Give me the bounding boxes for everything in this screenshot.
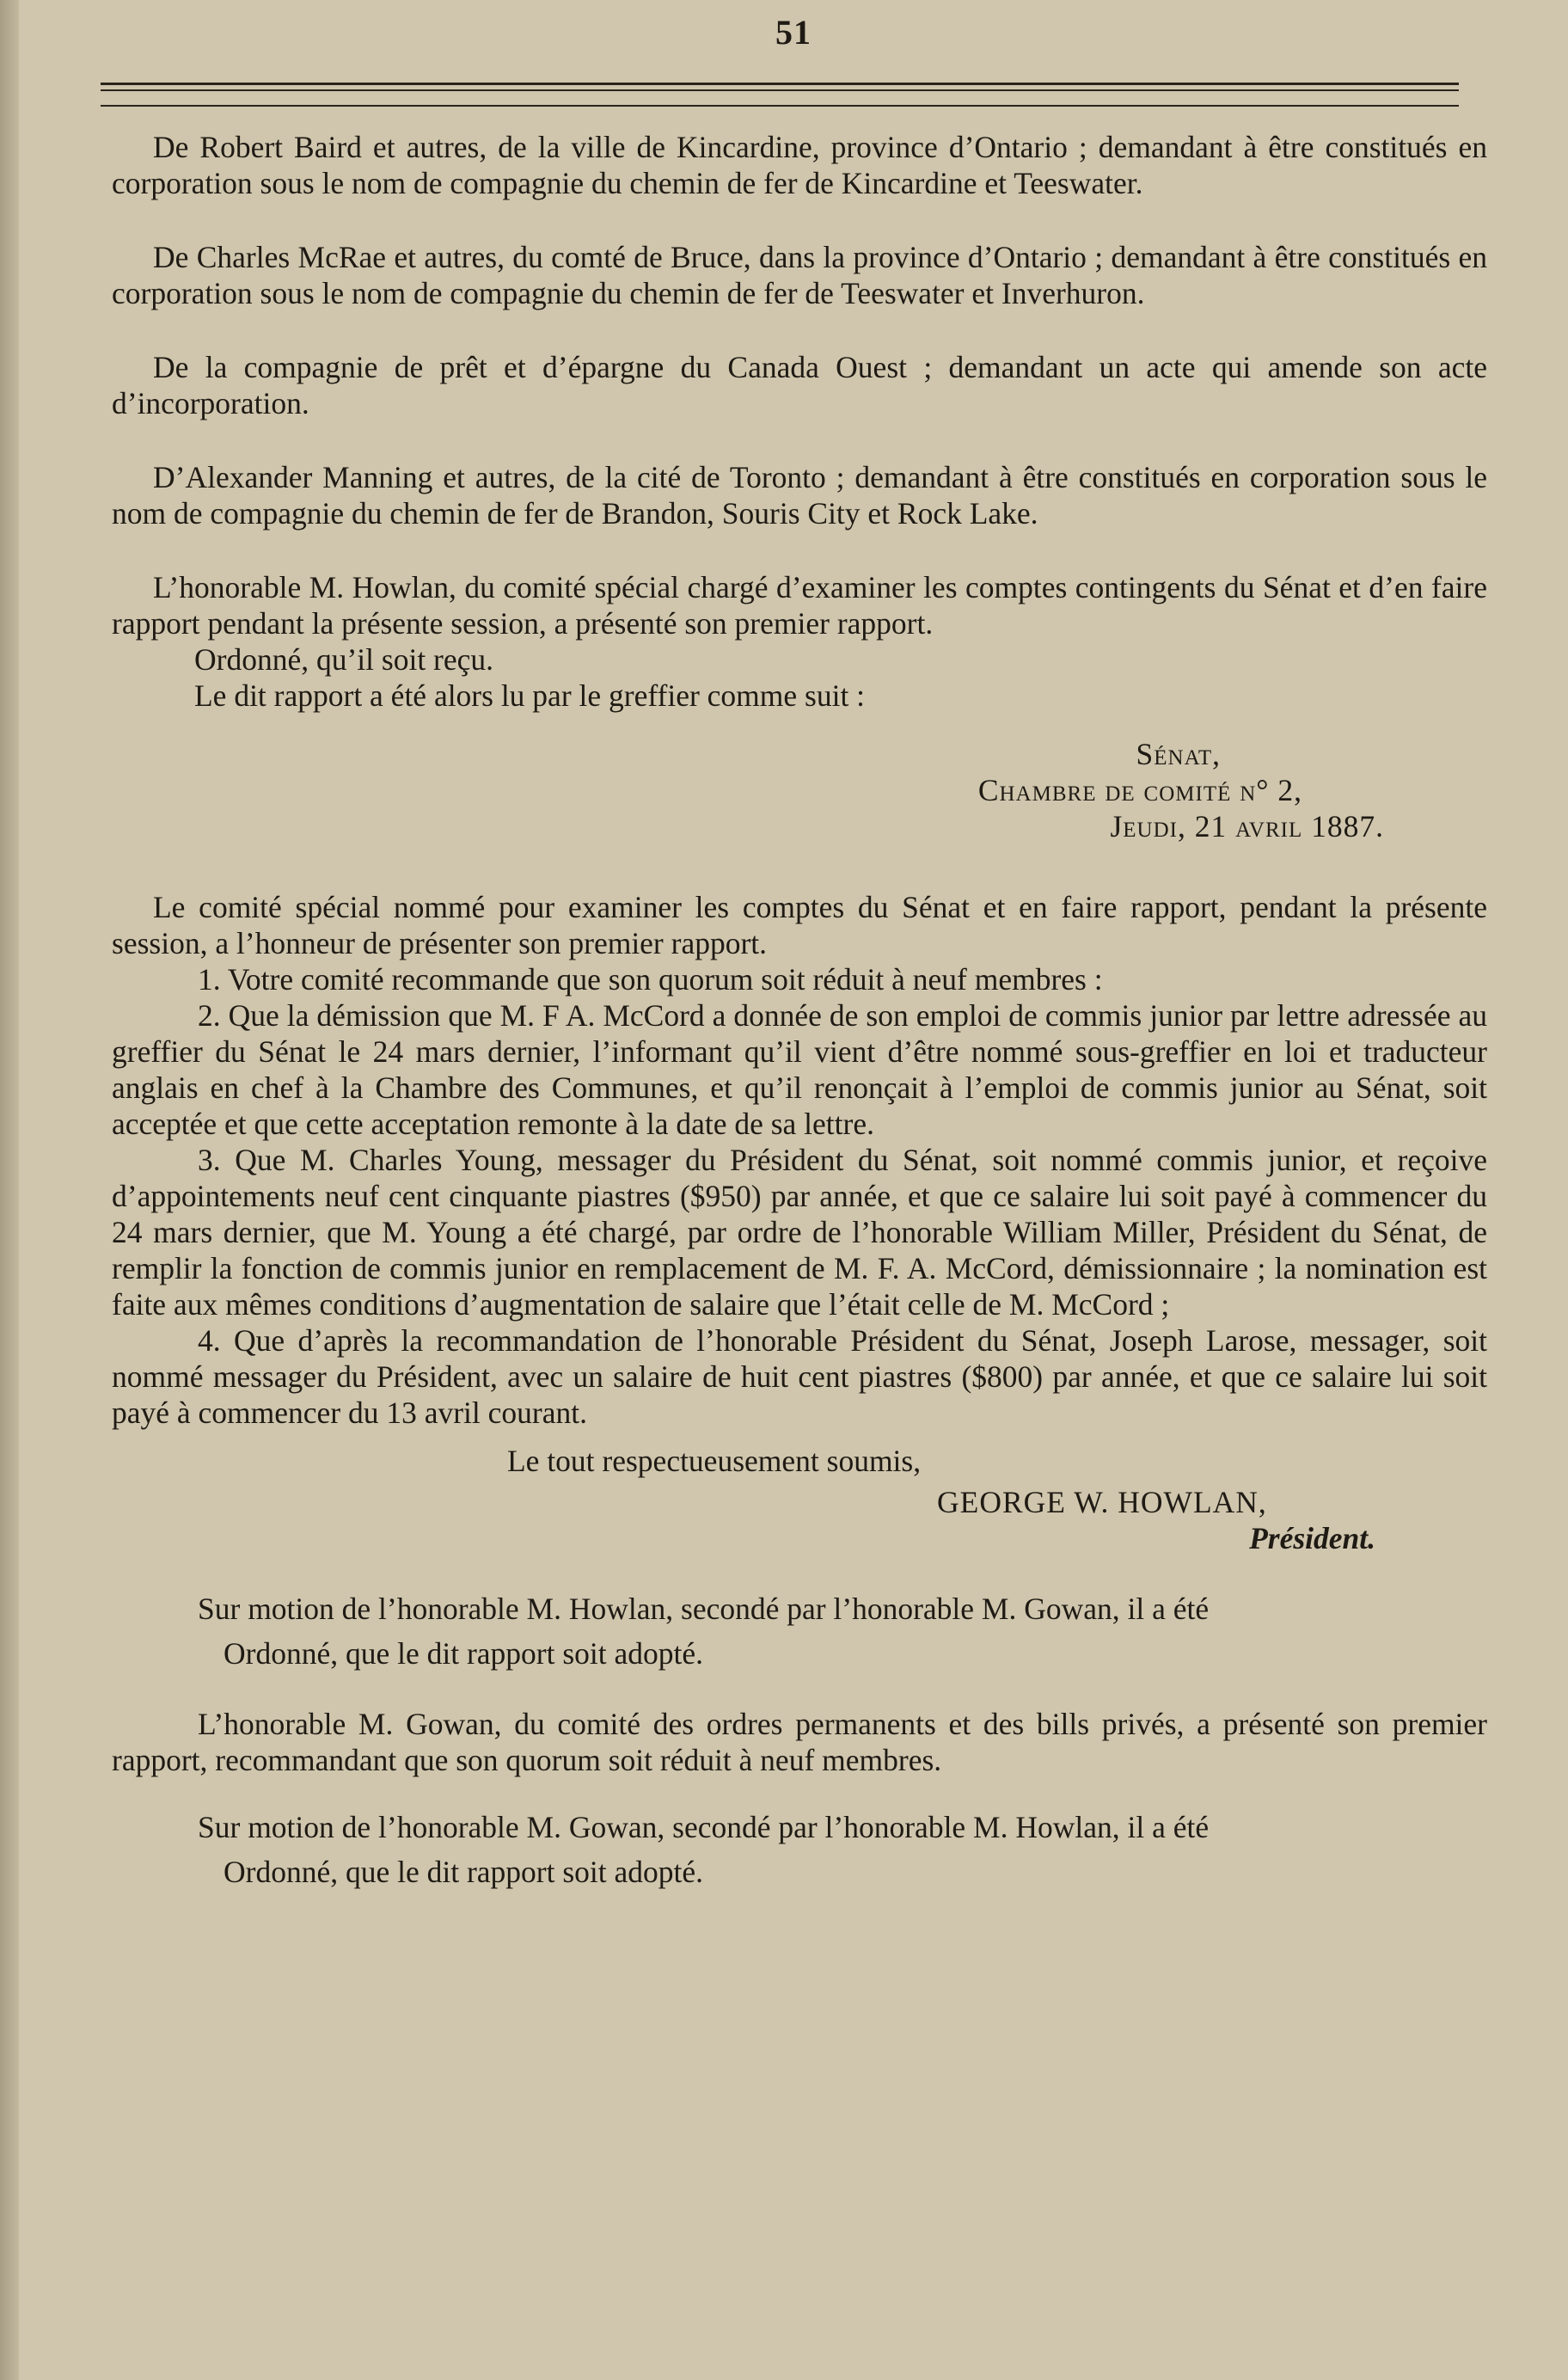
report-header-date: Jeudi, 21 avril 1887. bbox=[1110, 809, 1384, 843]
report-signature: GEORGE W. HOWLAN, bbox=[937, 1485, 1267, 1519]
header-rule bbox=[101, 83, 1459, 85]
report-signature-title: Président. bbox=[1249, 1521, 1375, 1555]
petition-paragraph: D’Alexander Manning et autres, de la cité de Toronto ; demandant à être constitués en corporation sous le nom de compagnie du chemin de fer de Brandon, Souris City et Rock Lake. bbox=[112, 460, 1487, 531]
motion-paragraph: Sur motion de l’honorable M. Howlan, secondé par l’honorable M. Gowan, il a été bbox=[198, 1592, 1210, 1626]
report-intro: Le comité spécial nommé pour examiner les comptes du Sénat et en faire rapport, pendant la présente session, a l’honneur de présenter son premier rapport. bbox=[112, 890, 1487, 960]
report-item: 1. Votre comité recommande que son quorum soit réduit à neuf membres : bbox=[198, 962, 1103, 997]
report-closing: Le tout respectueusement soumis, bbox=[507, 1444, 922, 1478]
adopted-line: Ordonné, que le dit rapport soit adopté. bbox=[224, 1855, 703, 1889]
report-presented-paragraph: L’honorable M. Howlan, du comité spécial chargé d’examiner les comptes contingents du Sénat et d’en faire rapport pendant la présente session, a présenté son premier rapport. bbox=[112, 570, 1487, 641]
report-item: 2. Que la démission que M. F A. McCord a donnée de son emploi de commis junior par lettre adressée au greffier du Sénat le 24 mars dernier, l’informant qu’il vient d’être nommé sous-greffier en loi et traducteur anglais en chef à la Chambre des Communes, et qu’il renonçait à l’emploi de commis junior au Sénat, soit acceptée et que cette acceptation remonte à la date de sa lettre. bbox=[112, 998, 1487, 1141]
adopted-line: Ordonné, que le dit rapport soit adopté. bbox=[224, 1636, 703, 1671]
gowan-report-paragraph: L’honorable M. Gowan, du comité des ordres permanents et des bills privés, a présenté son premier rapport, recommandant que son quorum soit réduit à neuf membres. bbox=[112, 1707, 1487, 1777]
document-body bbox=[112, 129, 1487, 1924]
report-item: 4. Que d’après la recommandation de l’honorable Président du Sénat, Joseph Larose, messager, soit nommé messager du Président, avec un salaire de huit cent piastres ($800) par année, et que ce salaire lui soit payé à commencer du 13 avril courant. bbox=[112, 1323, 1487, 1430]
page-number: 51 bbox=[775, 13, 812, 52]
header-rule bbox=[101, 89, 1459, 91]
report-item: 3. Que M. Charles Young, messager du Président du Sénat, soit nommé commis junior, et reçoive d’appointements neuf cent cinquante piastres ($950) par année, et que ce salaire lui soit payé à commencer du 24 mars dernier, que M. Young a été chargé, par ordre de l’honorable William Miller, Président du Sénat, de remplir la fonction de commis junior en remplacement de M. F. A. McCord, démissionnaire ; la nomination est faite aux mêmes conditions d’augmentation de salaire que l’était celle de M. McCord ; bbox=[112, 1143, 1487, 1322]
ordered-received: Ordonné, qu’il soit reçu. bbox=[194, 642, 494, 677]
report-header-room: Chambre de comité n° 2, bbox=[977, 773, 1302, 807]
document-page bbox=[19, 0, 1568, 2380]
petition-paragraph: De Charles McRae et autres, du comté de Bruce, dans la province d’Ontario ; demandant à être constitués en corporation sous le nom de compagnie du chemin de fer de Teeswater et Inverhuron. bbox=[112, 240, 1487, 310]
read-line: Le dit rapport a été alors lu par le greffier comme suit : bbox=[194, 678, 866, 713]
petition-paragraph: De la compagnie de prêt et d’épargne du Canada Ouest ; demandant un acte qui amende son acte d’incorporation. bbox=[112, 350, 1487, 420]
report-header-senate: Sénat, bbox=[1136, 737, 1221, 771]
page-gutter bbox=[0, 0, 19, 2380]
petition-paragraph: De Robert Baird et autres, de la ville de Kincardine, province d’Ontario ; demandant à être constitués en corporation sous le nom de compagnie du chemin de fer de Kincardine et Teeswater. bbox=[112, 130, 1487, 200]
header-rule bbox=[101, 105, 1459, 107]
motion-paragraph: Sur motion de l’honorable M. Gowan, secondé par l’honorable M. Howlan, il a été bbox=[198, 1810, 1210, 1844]
report-header bbox=[112, 736, 1487, 844]
